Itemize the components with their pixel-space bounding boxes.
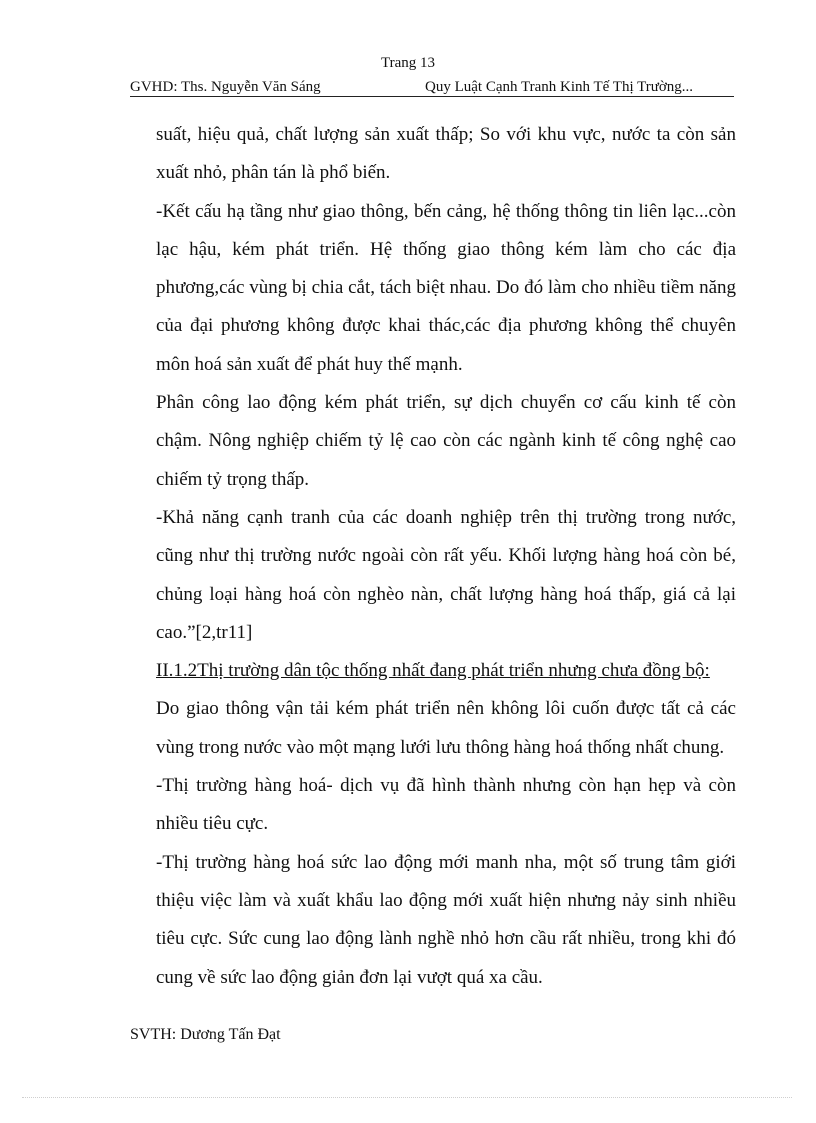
section-heading: II.1.2Thị trường dân tộc thống nhất đang phát triển nhưng chưa đồng bộ:: [156, 660, 710, 682]
paragraph: -Thị trường hàng hoá- dịch vụ đã hình thành nhưng còn hạn hẹp và còn nhiều tiêu cực.: [156, 775, 736, 835]
document-body: [156, 116, 736, 997]
header-instructor: GVHD: Ths. Nguyễn Văn Sáng: [130, 79, 321, 95]
page-number: Trang 13: [380, 55, 436, 71]
paragraph: Phân công lao động kém phát triển, sự dịch chuyển cơ cấu kinh tế còn chậm. Nông nghiệp chiếm tỷ lệ cao còn các ngành kinh tế công nghệ cao chiếm tỷ trọng thấp.: [156, 392, 736, 490]
paragraph: -Thị trường hàng hoá sức lao động mới manh nha, một số trung tâm giới thiệu việc làm và xuất khẩu lao động mới xuất hiện nhưng nảy sinh nhiều tiêu cực. Sức cung lao động lành nghề nhỏ hơn cầu rất nhiều, trong khi đó cung về sức lao động giản đơn lại vượt quá xa cầu.: [156, 851, 736, 988]
page-footer: SVTH: Dương Tấn Đạt: [130, 1026, 281, 1043]
header-document-title: Quy Luật Cạnh Tranh Kinh Tế Thị Trường...: [425, 79, 694, 95]
paragraph: Do giao thông vận tải kém phát triển nên không lôi cuốn được tất cả các vùng trong nước vào một mạng lưới lưu thông hàng hoá thống nhất chung.: [156, 698, 736, 758]
paragraph: -Khả năng cạnh tranh của các doanh nghiệp trên thị trường trong nước, cũng như thị trường nước ngoài còn rất yếu. Khối lượng hàng hoá còn bé, chủng loại hàng hoá còn nghèo nàn, chất lượng hàng hoá thấp, giá cả lại cao.”[2,tr11]: [156, 506, 736, 643]
page-bottom-divider: [22, 1097, 792, 1098]
paragraph: suất, hiệu quả, chất lượng sản xuất thấp; So với khu vực, nước ta còn sản xuất nhỏ, phân tán là phổ biến.: [156, 124, 736, 184]
page-header: [130, 78, 734, 97]
paragraph: -Kết cấu hạ tầng như giao thông, bến cảng, hệ thống thông tin liên lạc...còn lạc hậu, kém phát triển. Hệ thống giao thông kém làm cho các địa phương,các vùng bị chia cắt, tách biệt nhau. Do đó làm cho nhiều tiềm năng của đại phương không được khai thác,các địa phương không thể chuyên môn hoá sản xuất để phát huy thế mạnh.: [156, 200, 736, 375]
